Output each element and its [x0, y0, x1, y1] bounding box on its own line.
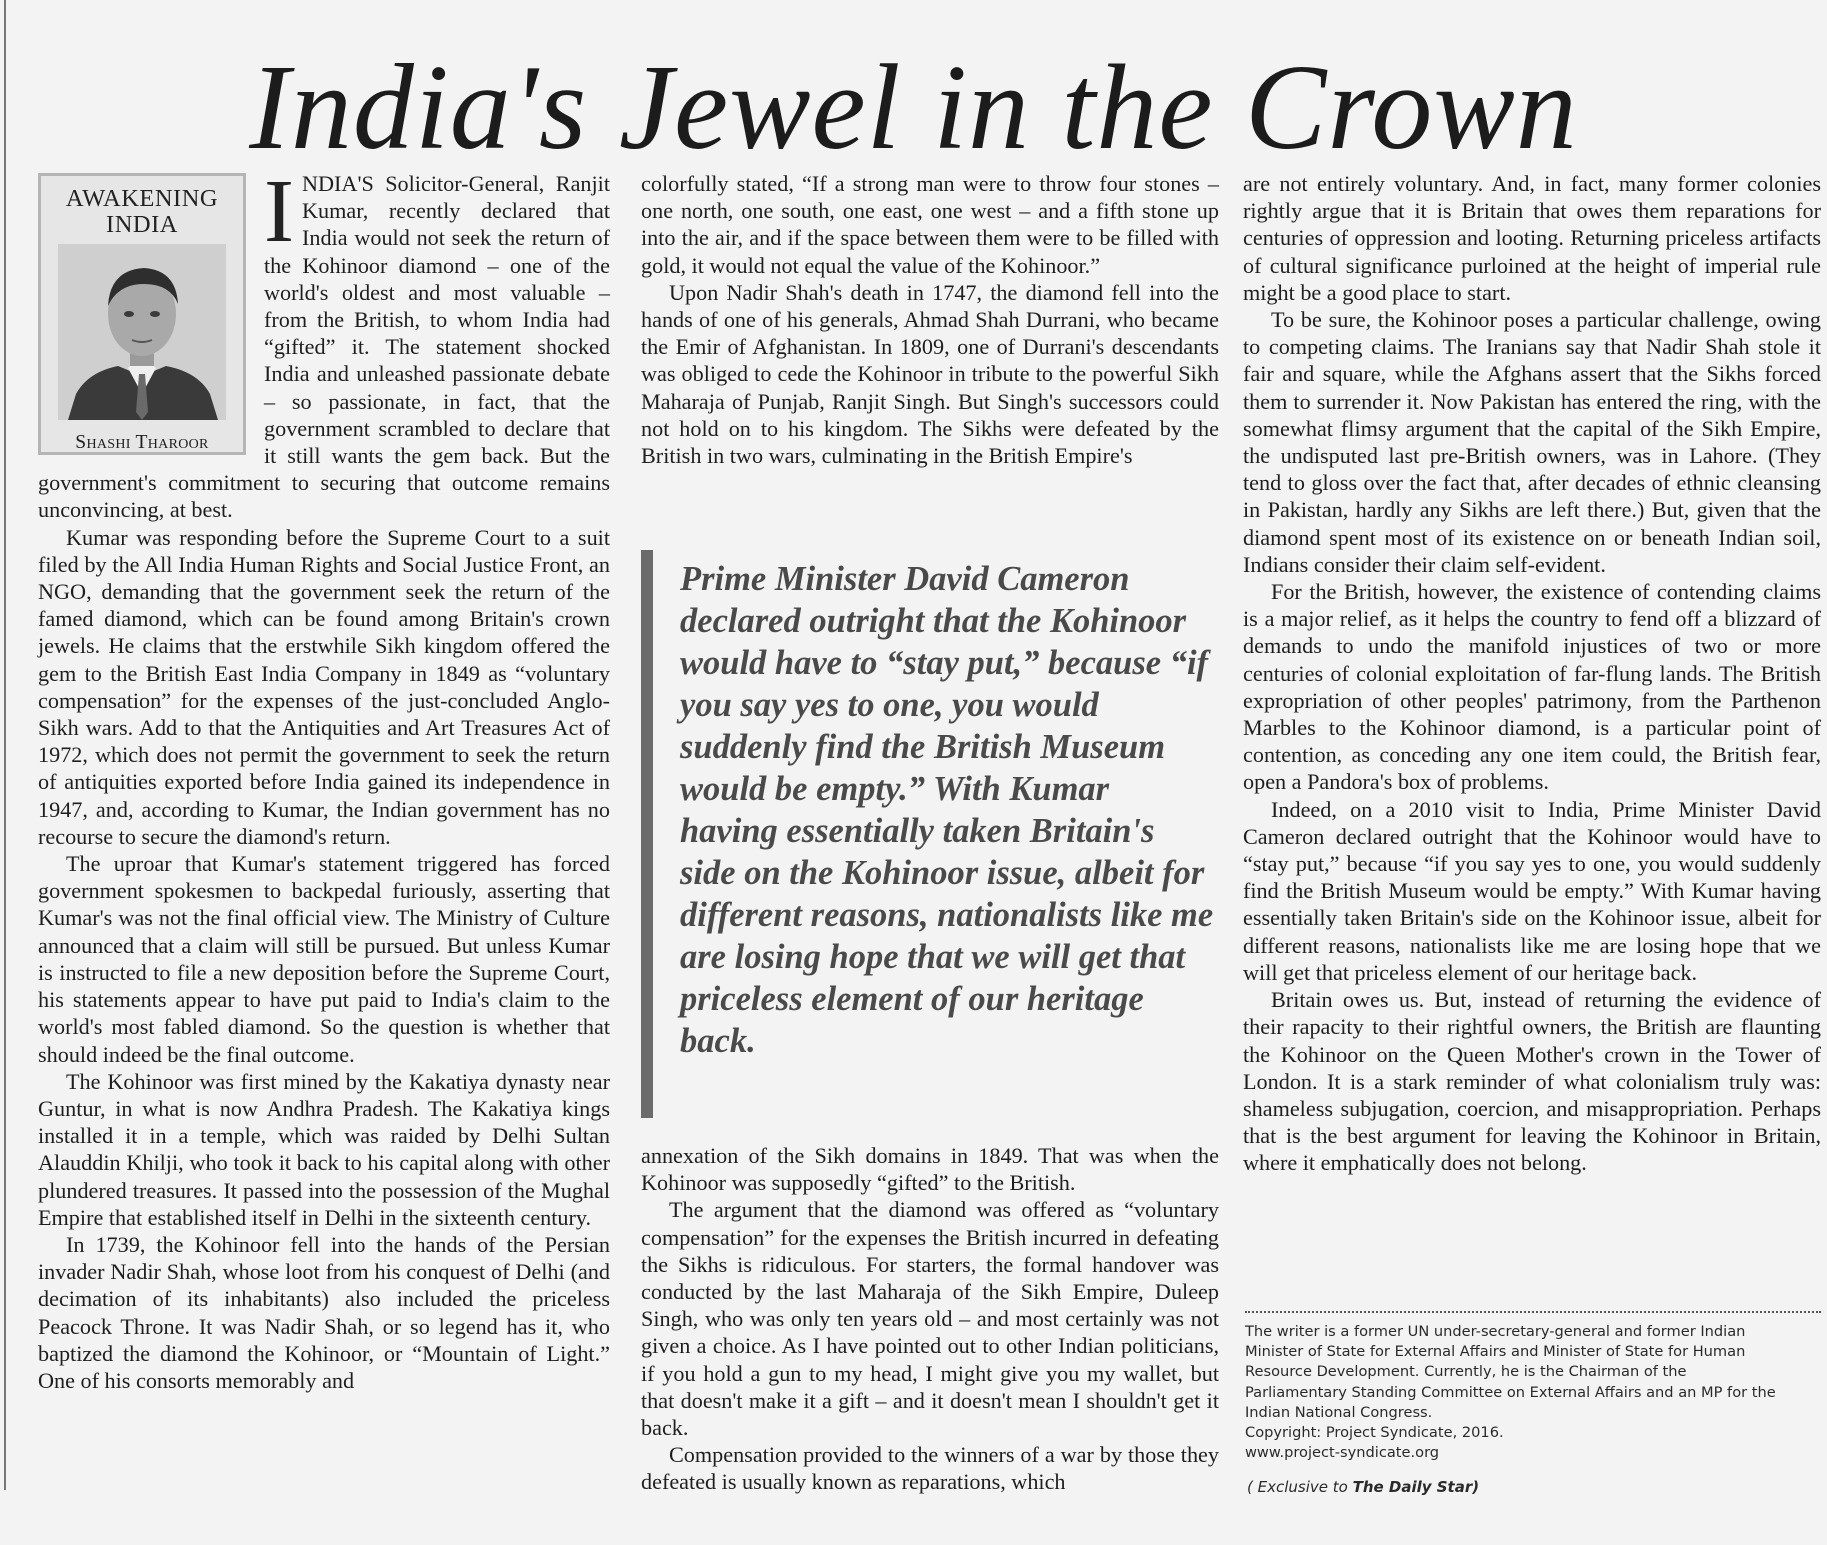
newspaper-name: The Daily Star) [1352, 1478, 1480, 1496]
paragraph: are not entirely voluntary. And, in fact, many former colonies rightly argue that it is Britain that owes them reparations for centuries of oppression and looting. Returning priceless artifacts of cultural significance purloined at the height of imperial rule might be a good place to start. [1243, 171, 1821, 305]
paragraph: Indeed, on a 2010 visit to India, Prime Minister David Cameron declared outright that the Kohinoor would have to “stay put,” because “if you say yes to one, you would suddenly find the British Museum would be empty.” With Kumar having essentially taken Britain's side on the Kohinoor issue, albeit for different reasons, nationalists like me are losing hope that we will get that priceless element of our heritage back. [1243, 796, 1821, 985]
column-title-line2: INDIA [106, 211, 178, 238]
article-column-2-bottom [641, 1142, 1219, 1496]
article-column-3 [1243, 170, 1821, 1177]
website-line: www.project-syndicate.org [1245, 1444, 1440, 1462]
author-note-line: Minister of State for External Affairs and Minister of State for Human [1245, 1343, 1746, 1361]
paragraph: annexation of the Sikh domains in 1849. That was when the Kohinoor was supposedly “gifted” to the British. [641, 1143, 1219, 1196]
author-note-line: The writer is a former UN under-secretary-general and former Indian [1245, 1323, 1746, 1340]
author-photo [58, 244, 226, 420]
paragraph: colorfully stated, “If a strong man were to throw four stones – one north, one south, one east, one west – and a fifth stone up into the air, and if the space between them were to be filled with gold, it would not equal the value of the Kohinoor.” [641, 171, 1219, 278]
column-title-line1: AWAKENING [65, 185, 219, 212]
left-border-rule [4, 0, 6, 1490]
paragraph: Upon Nadir Shah's death in 1747, the diamond fell into the hands of one of his generals, Ahmad Shah Durrani, who became the Emir of Afghanistan. In 1809, one of Durrani's descendants was obliged to cede the Kohinoor in tribute to the powerful Sikh Maharaja of Punjab, Ranjit Singh. But Singh's successors could not hold on to his kingdom. The Sikhs were defeated by the British in two wars, culminating in the British Empire's [641, 279, 1219, 469]
paragraph-text: NDIA'S Solicitor-General, Ranjit Kumar, recently declared that India would not seek the return of the Kohinoor diamond – one of the world's oldest and most valuable – from the British, to whom India had “gifted” it. The statement shocked India and unleashed passionate debate – so passionate, in fact, that the government scrambled to declare that it still wants the gem back. But the government's commitment to securing that outcome remains unconvincing, at best. [38, 171, 610, 523]
article-column-2-top [641, 170, 1219, 469]
author-note-line: Parliamentary Standing Committee on External Affairs and an MP for the [1245, 1383, 1776, 1401]
pull-quote-bar [641, 550, 653, 1118]
column-box [38, 173, 246, 455]
drop-cap: I [264, 162, 294, 261]
paragraph: To be sure, the Kohinoor poses a particular challenge, owing to competing claims. The Iranians say that Nadir Shah stole it fair and square, while the Afghans assert that the Sikhs forced them to surrender it. Now Pakistan has entered the ring, with the somewhat flimsy argument that the capital of the Sikh Empire, the undisputed last pre-British owners, was in Lahore. (They tend to gloss over the fact that, after decades of ethnic cleansing in Pakistan, hardly any Sikhs are left there.) But, given that the diamond spent most of its existence on or beneath Indian soil, Indians consider their claim self-evident. [1243, 307, 1821, 577]
author-note [1245, 1322, 1823, 1463]
exclusive-credit [1247, 1478, 1479, 1496]
paragraph: The argument that the diamond was offered as “voluntary compensation” for the expenses the British incurred in defeating the Sikhs is ridiculous. For starters, the formal handover was conducted by the last Maharaja of the Sikh Empire, Duleep Singh, who was only ten years old – and most certainly was not given a choice. As I have pointed out to other Indian politicians, if you hold a gun to my head, I might give you my wallet, but that doesn't make it a gift – and it doesn't mean I shouldn't get it back. [641, 1197, 1219, 1441]
paragraph: The uproar that Kumar's statement triggered has forced government spokesmen to backpedal furiously, asserting that Kumar's was not the final official view. The Ministry of Culture announced that a claim will still be pursued. But unless Kumar is instructed to file a new deposition before the Supreme Court, his statements appear to have put paid to India's claim to the world's most fabled diamond. So the question is whether that should indeed be the final outcome. [38, 851, 610, 1067]
author-note-line: Resource Development. Currently, he is the Chairman of the [1245, 1363, 1687, 1381]
author-note-line: Indian National Congress. [1245, 1403, 1433, 1421]
paragraph: Kumar was responding before the Supreme Court to a suit filed by the All India Human Rights and Social Justice Front, an NGO, demanding that the government seek the return of the famed diamond, which can be found among Britain's crown jewels. He claims that the erstwhile Sikh kingdom offered the gem to the British East India Company in 1849 as “voluntary compensation” for the expenses of the just-concluded Anglo-Sikh wars. Add to that the Antiquities and Art Treasures Act of 1972, which does not permit the government to seek the return of antiquities exported before India gained its independence in 1947, and, according to Kumar, the Indian government has no recourse to secure the diamond's return. [38, 524, 610, 849]
paragraph: In 1739, the Kohinoor fell into the hands of the Persian invader Nadir Shah, whose loot from his conquest of Delhi (and decimation of its inhabitants) also included the priceless Peacock Throne. It was Nadir Shah, or so legend has it, who baptized the diamond the Kohinoor, or “Mountain of Light.” One of his consorts memorably and [38, 1231, 610, 1393]
paragraph: The Kohinoor was first mined by the Kakatiya dynasty near Guntur, in what is now Andhra Pradesh. The Kakatiya kings installed it in a temple, which was raided by Delhi Sultan Alauddin Khilji, who took it back to his capital along with other plundered treasures. It passed into the possession of the Mughal Empire that established itself in Delhi in the sixteenth century. [38, 1068, 610, 1230]
exclusive-prefix: ( Exclusive to [1247, 1478, 1353, 1496]
author-name: Shashi Tharoor [75, 432, 209, 453]
dotted-separator [1245, 1311, 1821, 1313]
pull-quote: Prime Minister David Cameron declared outright that the Kohinoor would have to “stay put,” because “if you say yes to one, you would suddenly find the British Museum would be empty.” With Kumar having essentially taken Britain's side on the Kohinoor issue, albeit for different reasons, nationalists like me are losing hope that we will get that priceless element of our heritage back. [680, 560, 1214, 1060]
paragraph: Compensation provided to the winners of a war by those they defeated is usually known as reparations, which [641, 1442, 1219, 1495]
paragraph: Britain owes us. But, instead of returning the evidence of their rapacity to their rightful owners, the British are flaunting the Kohinoor on the Queen Mother's crown in the Tower of London. It is a stark reminder of what colonialism truly was: shameless subjugation, coercion, and misappropriation. Perhaps that is the best argument for leaving the Kohinoor in Britain, where it emphatically does not belong. [1243, 987, 1821, 1176]
headline: India's Jewel in the Crown [249, 40, 1578, 175]
paragraph: For the British, however, the existence of contending claims is a major relief, as it helps the country to fend off a blizzard of demands to undo the manifold injustices of two or more centuries of colonial exploitation of far-flung lands. The British expropriation of other peoples' patrimony, from the Parthenon Marbles to the Kohinoor diamond, is a particular point of contention, as conceding any one item could, the British fear, open a Pandora's box of problems. [1243, 579, 1821, 795]
copyright-line: Copyright: Project Syndicate, 2016. [1245, 1424, 1504, 1442]
article-column-1 [38, 162, 610, 1394]
